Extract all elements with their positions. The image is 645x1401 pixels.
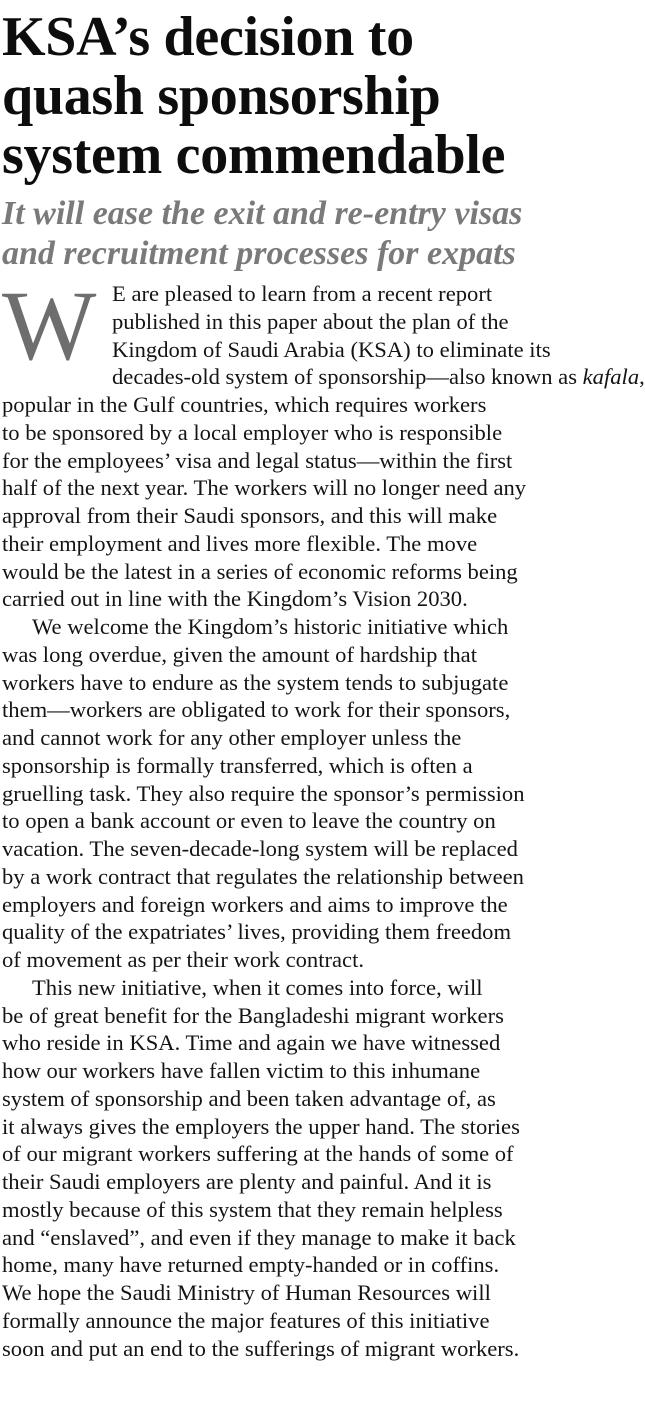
text-fragment: decades-old system of sponsorship—also known as bbox=[112, 364, 583, 390]
text-line: carried out in line with the Kingdom’s Vision 2030. bbox=[2, 586, 468, 612]
text-line: workers have to endure as the system tends to subjugate bbox=[2, 669, 509, 695]
text-line: employers and foreign workers and aims to improve the bbox=[2, 891, 508, 917]
text-line: who reside in KSA. Time and again we have witnessed bbox=[2, 1030, 501, 1056]
article-body bbox=[2, 270, 645, 1362]
subheadline-line: It will ease the exit and re-entry visas bbox=[2, 195, 523, 232]
text-line: would be the latest in a series of economic reforms being bbox=[2, 558, 518, 584]
text-line: to be sponsored by a local employer who is responsible bbox=[2, 419, 503, 445]
text-line: published in this paper about the plan of the bbox=[112, 308, 509, 334]
text-line: of movement as per their work contract. bbox=[2, 947, 364, 972]
text-line: E are pleased to learn from a recent report bbox=[112, 281, 493, 306]
text-line: formally announce the major features of this initiative bbox=[2, 1307, 490, 1333]
text-line: to open a bank account or even to leave the country on bbox=[2, 808, 496, 834]
headline-line: KSA’s decision to bbox=[2, 6, 414, 68]
text-line: vacation. The seven-decade-long system will be replaced bbox=[2, 836, 518, 861]
text-line: and cannot work for any other employer unless the bbox=[2, 725, 462, 750]
text-line: be of great benefit for the Bangladeshi migrant workers bbox=[2, 1002, 504, 1028]
headline-line: quash sponsorship bbox=[2, 65, 441, 127]
text-fragment: , bbox=[639, 364, 645, 390]
text-line: We hope the Saudi Ministry of Human Resources will bbox=[2, 1280, 491, 1305]
text-line: their Saudi employers are plenty and painful. And it is bbox=[2, 1169, 492, 1194]
subheadline bbox=[2, 194, 625, 274]
editorial-article bbox=[0, 6, 645, 1362]
text-line: approval from their Saudi sponsors, and this will make bbox=[2, 503, 498, 528]
text-line: soon and put an end to the sufferings of migrant workers. bbox=[2, 1335, 520, 1361]
headline-line: system commendable bbox=[2, 124, 506, 186]
text-line: Kingdom of Saudi Arabia (KSA) to eliminate its bbox=[112, 336, 551, 362]
paragraph-1 bbox=[2, 270, 645, 613]
text-line: This new initiative, when it comes into force, will bbox=[32, 974, 483, 1000]
text-line: sponsorship is formally transferred, which is often a bbox=[2, 752, 473, 778]
kafala-term: kafala bbox=[582, 364, 640, 390]
text-line: their employment and lives more flexible. The move bbox=[2, 530, 478, 556]
text-line: was long overdue, given the amount of hardship that bbox=[2, 641, 477, 667]
subheadline-line: and recruitment processes for expats bbox=[2, 235, 516, 272]
paragraph-2 bbox=[2, 613, 625, 974]
text-line: it always gives the employers the upper hand. The stories bbox=[2, 1113, 520, 1139]
text-line: half of the next year. The workers will no longer need any bbox=[2, 475, 527, 501]
text-line: for the employees’ visa and legal status—within the first bbox=[2, 447, 513, 473]
headline bbox=[2, 8, 625, 185]
text-line: quality of the expatriates’ lives, providing them freedom bbox=[2, 919, 512, 945]
text-line: of our migrant workers suffering at the hands of some of bbox=[2, 1141, 514, 1167]
text-line: and “enslaved”, and even if they manage to make it back bbox=[2, 1224, 516, 1250]
text-line: popular in the Gulf countries, which requires workers bbox=[2, 392, 487, 417]
text-line: them—workers are obligated to work for their sponsors, bbox=[2, 697, 511, 723]
text-line: by a work contract that regulates the relationship between bbox=[2, 863, 524, 889]
paragraph-3 bbox=[2, 974, 625, 1363]
drop-cap: W bbox=[2, 270, 93, 381]
text-line: gruelling task. They also require the sponsor’s permission bbox=[2, 780, 525, 806]
text-line: home, many have returned empty-handed or in coffins. bbox=[2, 1252, 500, 1278]
text-line: We welcome the Kingdom’s historic initiative which bbox=[32, 614, 509, 639]
text-line: how our workers have fallen victim to this inhumane bbox=[2, 1058, 481, 1083]
text-line: mostly because of this system that they remain helpless bbox=[2, 1196, 503, 1222]
text-line: system of sponsorship and been taken advantage of, as bbox=[2, 1085, 496, 1111]
